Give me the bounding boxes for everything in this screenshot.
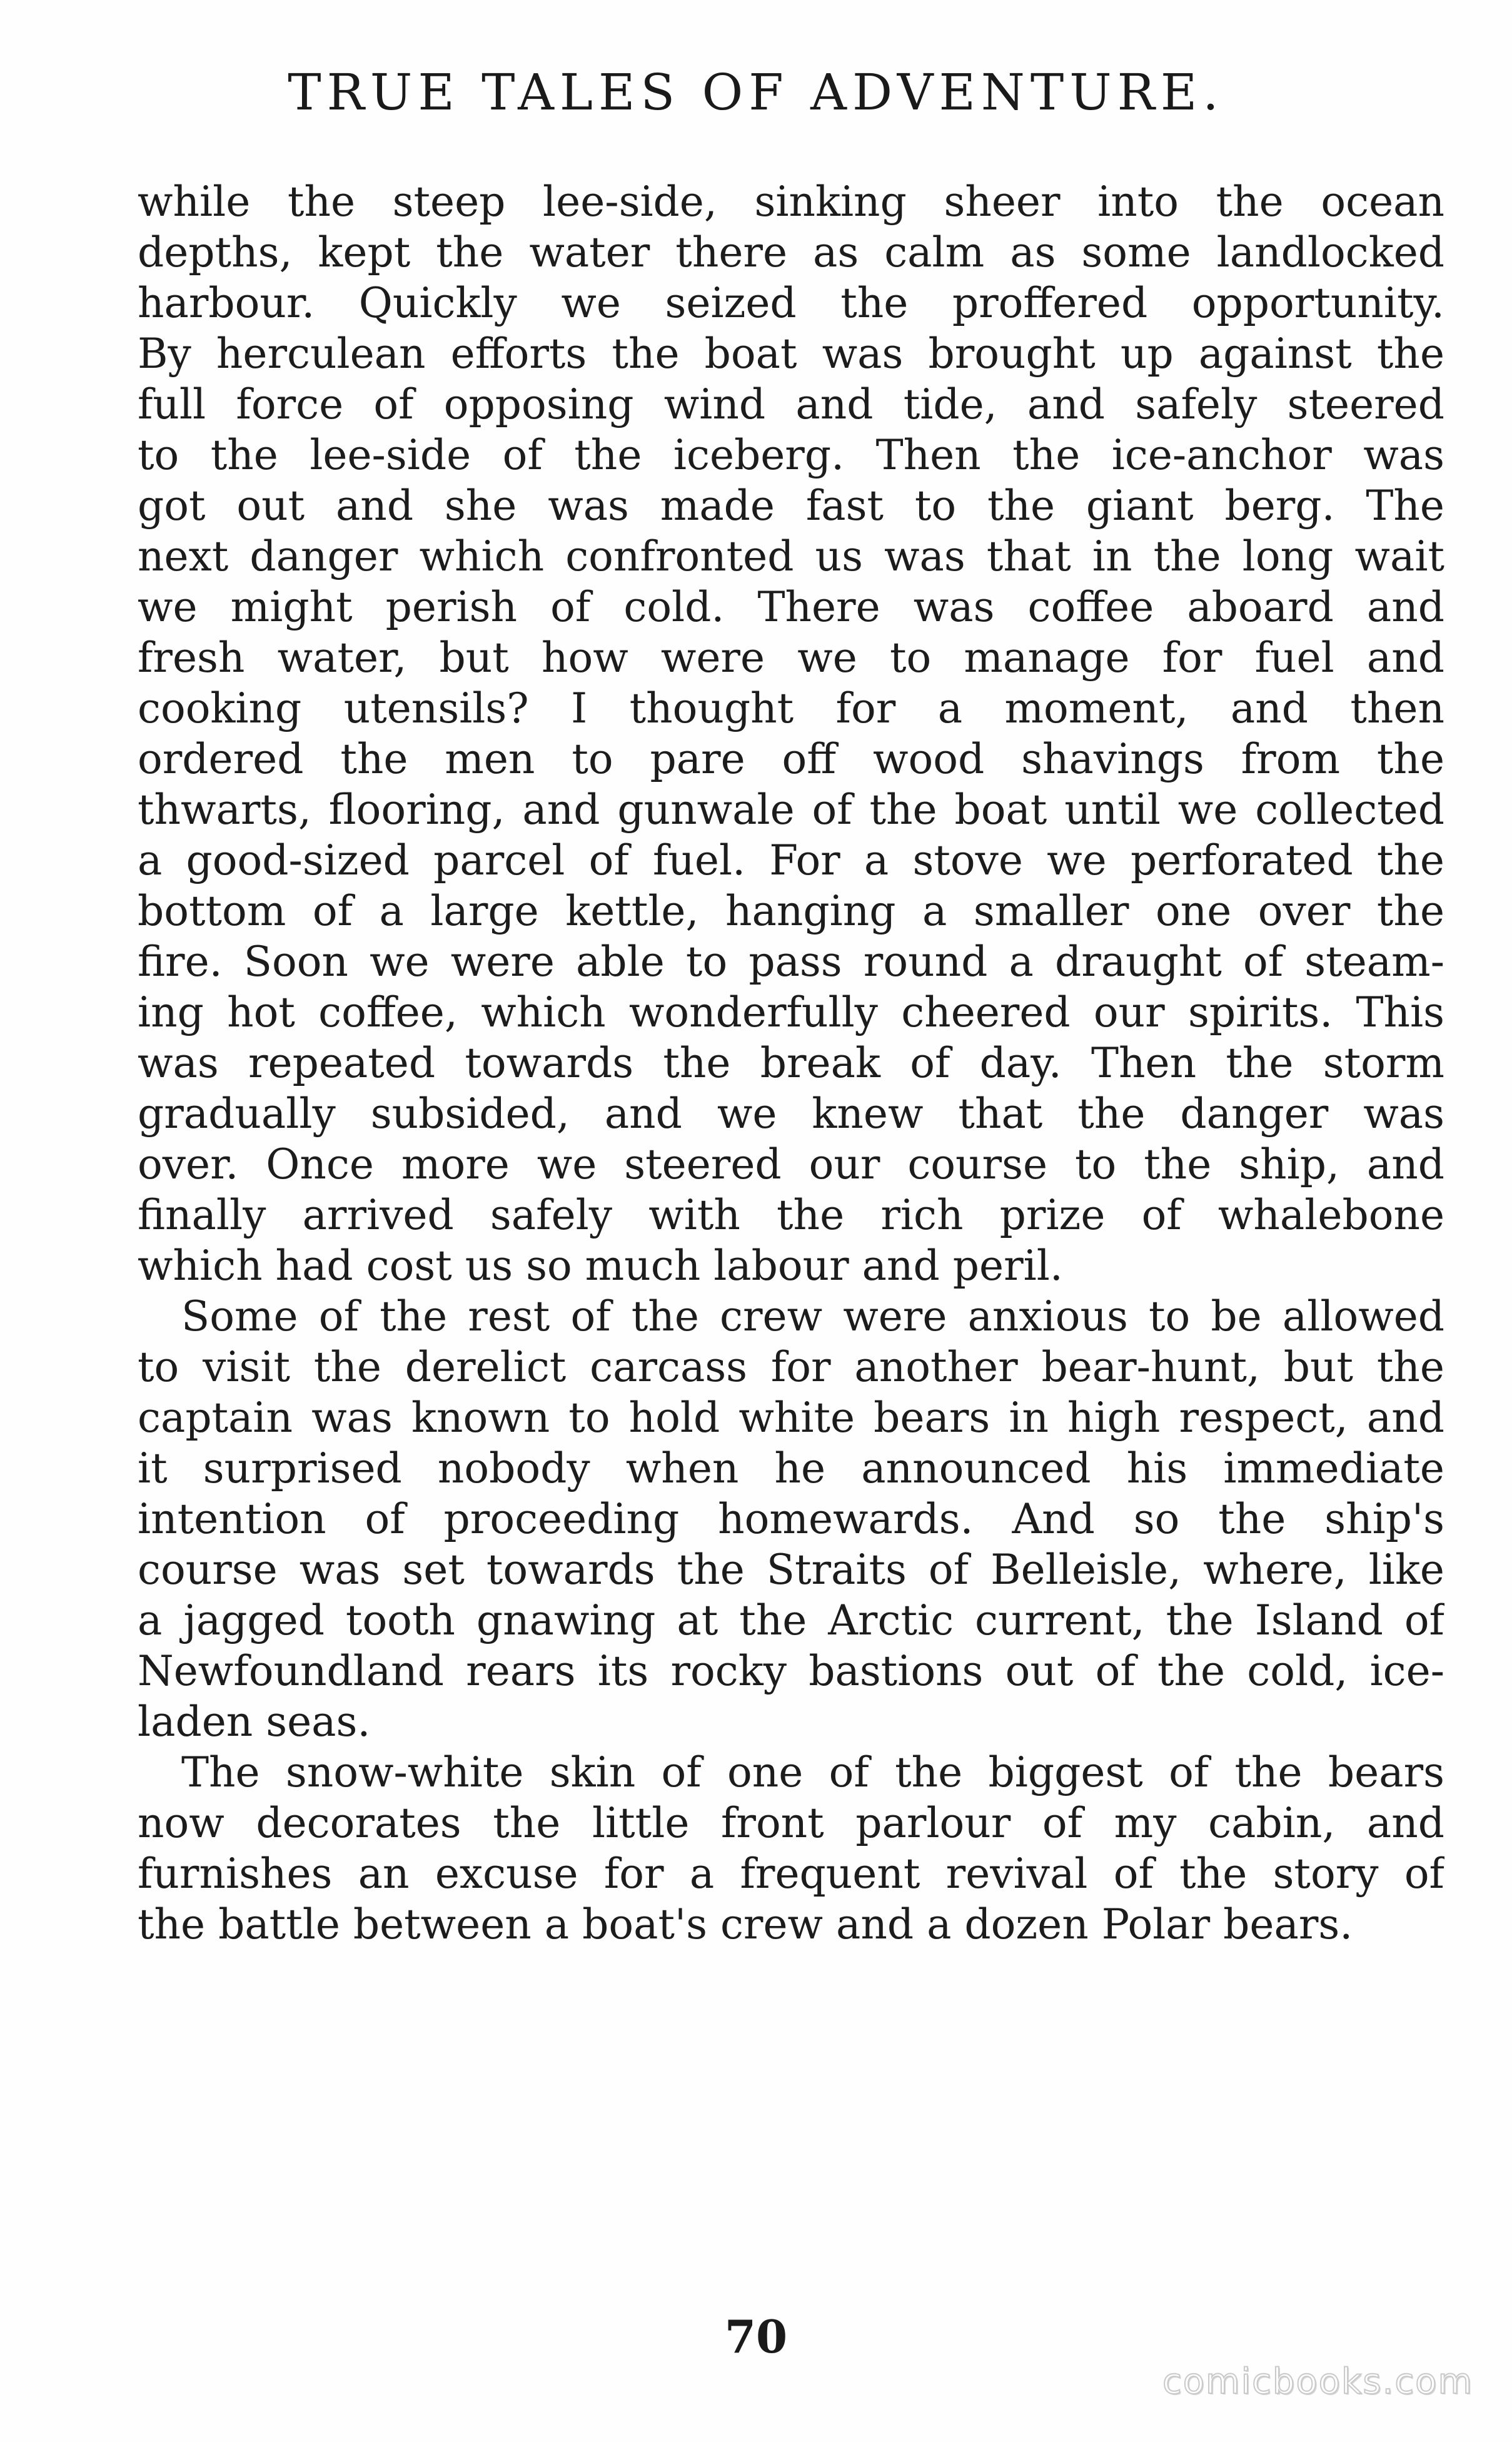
text-line: captain was known to hold white bears in high respect, and xyxy=(138,1394,1444,1442)
text-line: bottom of a large kettle, hanging a smaller one over the xyxy=(138,887,1444,935)
text-line: intention of proceeding homewards. And so the ship's xyxy=(138,1495,1444,1543)
text-line: furnishes an excuse for a frequent revival of the story of xyxy=(138,1850,1444,1898)
text-line: which had cost us so much labour and peril. xyxy=(138,1242,1063,1290)
text-line: a good-sized parcel of fuel. For a stove we perforated the xyxy=(138,836,1444,884)
text-line: it surprised nobody when he announced his immediate xyxy=(138,1444,1444,1492)
text-line: ordered the men to pare off wood shavings from the xyxy=(138,735,1444,783)
text-line: the battle between a boat's crew and a dozen Polar bears. xyxy=(138,1900,1353,1948)
text-line: over. Once more we steered our course to the ship, and xyxy=(138,1140,1444,1188)
text-line: harbour. Quickly we seized the proffered opportunity. xyxy=(138,279,1444,327)
text-line: depths, kept the water there as calm as some landlocked xyxy=(138,228,1444,276)
text-line: laden seas. xyxy=(138,1698,371,1746)
text-line: gradually subsided, and we knew that the danger was xyxy=(138,1090,1444,1138)
paragraph xyxy=(138,176,1444,1291)
text-line: The snow-white skin of one of the biggest of the bears xyxy=(181,1748,1444,1796)
running-head: TRUE TALES OF ADVENTURE. xyxy=(288,63,1224,121)
text-line: fire. Soon we were able to pass round a draught of steam- xyxy=(138,938,1444,986)
text-line: a jagged tooth gnawing at the Arctic current, the Island of xyxy=(138,1596,1444,1644)
text-line: next danger which confronted us was that in the long wait xyxy=(138,532,1444,580)
watermark: comicbooks.com xyxy=(1162,2361,1473,2402)
text-line: we might perish of cold. There was coffee aboard and xyxy=(138,583,1444,631)
text-line: cooking utensils? I thought for a moment, and then xyxy=(138,684,1444,732)
text-line: now decorates the little front parlour of my cabin, and xyxy=(138,1799,1444,1847)
paragraph xyxy=(138,1747,1444,1950)
text-line: to the lee-side of the iceberg. Then the ice-anchor was xyxy=(138,431,1444,479)
text-line: got out and she was made fast to the giant berg. The xyxy=(138,482,1444,530)
page-number: 70 xyxy=(724,2310,788,2363)
text-line: Newfoundland rears its rocky bastions out of the cold, ice- xyxy=(138,1647,1444,1695)
text-line: was repeated towards the break of day. Then the storm xyxy=(138,1039,1444,1087)
text-line: full force of opposing wind and tide, and safely steered xyxy=(138,380,1444,428)
text-line: fresh water, but how were we to manage for fuel and xyxy=(138,634,1444,682)
text-line: to visit the derelict carcass for another bear-hunt, but the xyxy=(138,1343,1444,1391)
text-line: ing hot coffee, which wonderfully cheered our spirits. This xyxy=(138,988,1444,1036)
paragraph xyxy=(138,1291,1444,1747)
text-line: while the steep lee-side, sinking sheer into the ocean xyxy=(138,178,1444,226)
text-line: finally arrived safely with the rich prize of whalebone xyxy=(138,1191,1444,1239)
text-line: By herculean efforts the boat was brought up against the xyxy=(138,330,1444,378)
text-line: Some of the rest of the crew were anxious to be allowed xyxy=(181,1292,1444,1340)
text-line: course was set towards the Straits of Belleisle, where, like xyxy=(138,1546,1444,1594)
text-line: thwarts, flooring, and gunwale of the boat until we collected xyxy=(138,786,1444,834)
body-text xyxy=(138,176,1444,1950)
